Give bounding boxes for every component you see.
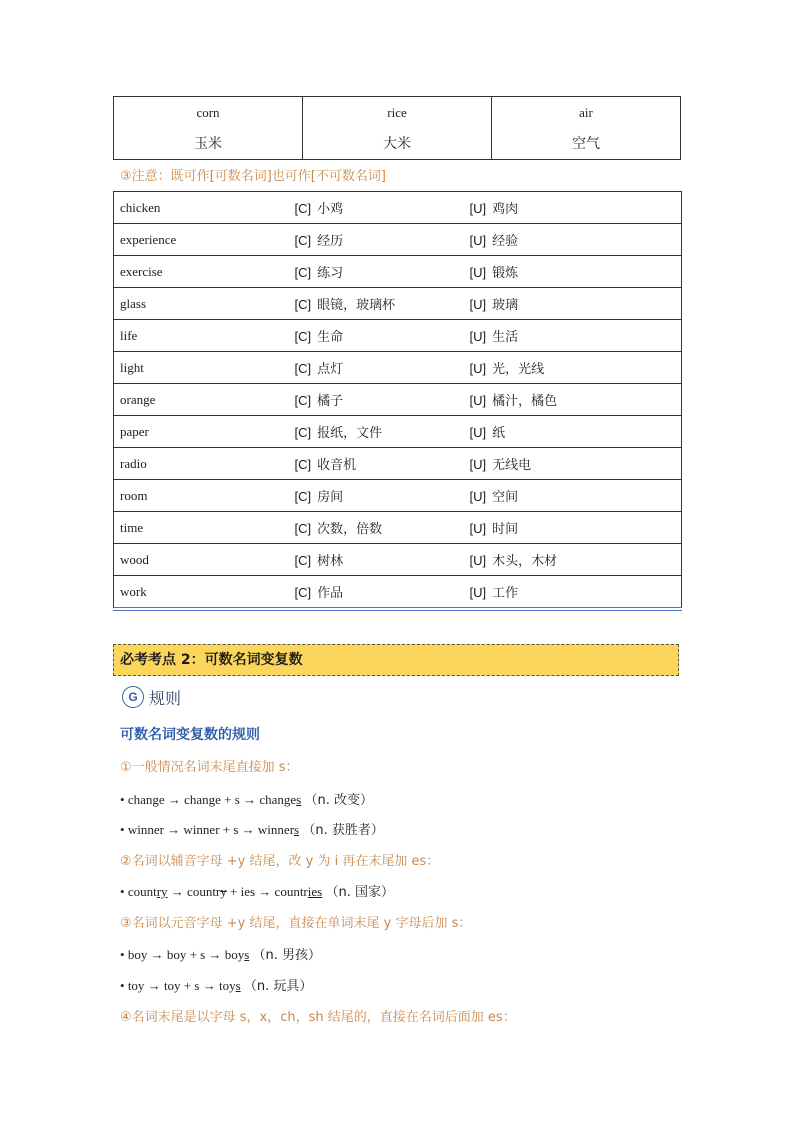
word-cell: life [114,320,289,352]
dual-nouns-table [113,191,682,611]
bullet: • [120,978,125,993]
bullet: • [120,792,125,807]
countable-tag: [C] [294,329,312,344]
table-row [114,288,682,320]
arrow: → [241,822,255,837]
table-row [114,97,681,160]
table-row [114,320,682,352]
uncountable-tag: [U] [469,521,487,536]
word: toy [127,978,145,993]
word-cell: exercise [114,256,289,288]
arrow: → [167,792,181,807]
uncountable-tag: [U] [469,489,487,504]
countable-cell [289,384,464,416]
countable-meaning: 经历 [317,234,344,249]
gloss: （n. 获胜者） [302,823,384,838]
word-cell: experience [114,224,289,256]
example-line [120,881,394,900]
countable-cell [289,576,464,610]
countable-cell [289,320,464,352]
table-row [114,512,682,544]
uncountable-cell [464,224,682,256]
countable-cell [289,256,464,288]
word: boy [127,947,148,962]
countable-tag: [C] [294,585,312,600]
uncountable-tag: [U] [469,233,487,248]
word-cell: time [114,512,289,544]
uncountable-meaning: 锻炼 [492,266,519,281]
countable-meaning: 生命 [317,330,344,345]
word-cell: room [114,480,289,512]
countable-tag: [C] [294,361,312,376]
countable-cell [289,288,464,320]
countable-tag: [C] [294,297,312,312]
uncountable-meaning: 玻璃 [492,298,519,313]
word-cell: work [114,576,289,610]
bullet: • [120,822,125,837]
arrow: → [167,822,181,837]
arrow: → [202,978,216,993]
note-text: ③注意：既可作[可数名词]也可作[不可数名词] [120,169,386,184]
table-row [114,544,682,576]
countable-meaning: 练习 [317,266,344,281]
rule-3: ③名词以元音字母 +y 结尾，直接在单词末尾 y 字母后加 s： [120,916,472,931]
word-cell: orange [114,384,289,416]
word-chinese: 玉米 [194,136,222,152]
countable-tag: [C] [294,425,312,440]
word: country [127,884,168,899]
word-formula: country + ies [187,884,256,899]
uncountable-meaning: 时间 [492,522,519,537]
uncountable-meaning: 工作 [492,586,519,601]
countable-meaning: 小鸡 [317,202,344,217]
uncountable-cell [464,320,682,352]
countable-cell [289,448,464,480]
word-cell: glass [114,288,289,320]
word-cell: light [114,352,289,384]
countable-meaning: 房间 [317,490,344,505]
uncountable-cell [464,544,682,576]
countable-meaning: 点灯 [317,362,344,377]
table-cell [303,97,492,160]
uncountable-tag: [U] [469,457,487,472]
word-formula: winner + s [183,822,239,837]
arrow: → [147,978,161,993]
table-row [114,352,682,384]
word-english: rice [387,105,407,120]
uncountable-cell [464,480,682,512]
countable-cell [289,192,464,224]
uncountable-meaning: 无线电 [492,458,532,473]
uncountable-tag: [U] [469,553,487,568]
word-cell: radio [114,448,289,480]
countable-meaning: 橘子 [317,394,344,409]
word-english: air [579,105,593,120]
countable-meaning: 次数，倍数 [317,522,383,537]
rule-2: ②名词以辅音字母 +y 结尾，改 y 为 i 再在末尾加 es： [120,854,440,869]
table-row [114,192,682,224]
uncountable-cell [464,352,682,384]
table-cell [114,97,303,160]
countable-meaning: 树林 [317,554,344,569]
word: winner [127,822,164,837]
word: change [127,792,165,807]
countable-cell [289,512,464,544]
uncountable-tag: [U] [469,329,487,344]
word-formula: change + s [184,792,240,807]
word-cell: paper [114,416,289,448]
uncountable-cell [464,576,682,610]
uncountable-nouns-table [113,96,681,160]
word-formula: boy + s [166,947,206,962]
uncountable-cell [464,256,682,288]
word-english: corn [196,105,220,120]
table-row [114,384,682,416]
uncountable-tag: [U] [469,297,487,312]
gloss: （n. 国家） [325,885,394,900]
uncountable-tag: [U] [469,393,487,408]
uncountable-meaning: 橘汁，橘色 [492,394,558,409]
uncountable-cell [464,384,682,416]
table-cell [492,97,681,160]
arrow: → [208,947,222,962]
countable-cell [289,544,464,576]
plural-word: boys [224,947,250,962]
uncountable-meaning: 纸 [492,426,506,441]
gloss: （n. 玩具） [243,979,313,994]
arrow: → [258,884,272,899]
sub-title: 可数名词变复数的规则 [120,727,260,743]
uncountable-tag: [U] [469,361,487,376]
word-cell: chicken [114,192,289,224]
countable-meaning: 收音机 [317,458,357,473]
example-line [120,944,321,963]
table-row [114,256,682,288]
countable-tag: [C] [294,265,312,280]
plural-word: winners [257,822,300,837]
bullet: • [120,947,125,962]
uncountable-cell [464,288,682,320]
plural-word: toys [218,978,241,993]
countable-tag: [C] [294,553,312,568]
rule-title: 规则 [149,688,182,708]
g-circle-icon: G [122,686,144,708]
word-chinese: 空气 [572,136,600,152]
uncountable-tag: [U] [469,201,487,216]
countable-cell [289,224,464,256]
gloss: （n. 男孩） [252,948,322,963]
countable-tag: [C] [294,489,312,504]
uncountable-meaning: 经验 [492,234,519,249]
table-row [114,416,682,448]
example-line [120,789,373,808]
uncountable-tag: [U] [469,585,487,600]
countable-cell [289,416,464,448]
countable-tag: [C] [294,393,312,408]
uncountable-tag: [U] [469,265,487,280]
uncountable-meaning: 空间 [492,490,519,505]
countable-meaning: 报纸，文件 [317,426,383,441]
arrow: → [243,792,257,807]
table-row [114,224,682,256]
countable-tag: [C] [294,201,312,216]
countable-tag: [C] [294,233,312,248]
countable-tag: [C] [294,457,312,472]
plural-word: countries [274,884,323,899]
countable-tag: [C] [294,521,312,536]
uncountable-cell [464,416,682,448]
arrow: → [150,947,164,962]
gloss: （n. 改变） [304,793,373,808]
example-line [120,975,312,994]
countable-cell [289,352,464,384]
bullet: • [120,884,125,899]
uncountable-tag: [U] [469,425,487,440]
arrow: → [170,884,184,899]
uncountable-meaning: 木头，木材 [492,554,558,569]
example-line [120,819,384,838]
table-row [114,480,682,512]
countable-meaning: 眼镜，玻璃杯 [317,298,396,313]
table-row [114,448,682,480]
word-chinese: 大米 [383,136,411,152]
rule-4: ④名词末尾是以字母 s，x，ch，sh 结尾的，直接在名词后面加 es： [120,1010,516,1025]
uncountable-meaning: 鸡肉 [492,202,519,217]
plural-word: changes [259,792,302,807]
uncountable-meaning: 生活 [492,330,519,345]
table-row [114,576,682,610]
word-cell: wood [114,544,289,576]
uncountable-cell [464,448,682,480]
countable-meaning: 作品 [317,586,344,601]
rule-heading [122,685,181,709]
word-formula: toy + s [163,978,200,993]
section-banner: 必考考点 2：可数名词变复数 [113,644,679,676]
uncountable-cell [464,192,682,224]
countable-cell [289,480,464,512]
rule-1: ①一般情况名词末尾直接加 s： [120,760,299,775]
uncountable-meaning: 光，光线 [492,362,545,377]
uncountable-cell [464,512,682,544]
